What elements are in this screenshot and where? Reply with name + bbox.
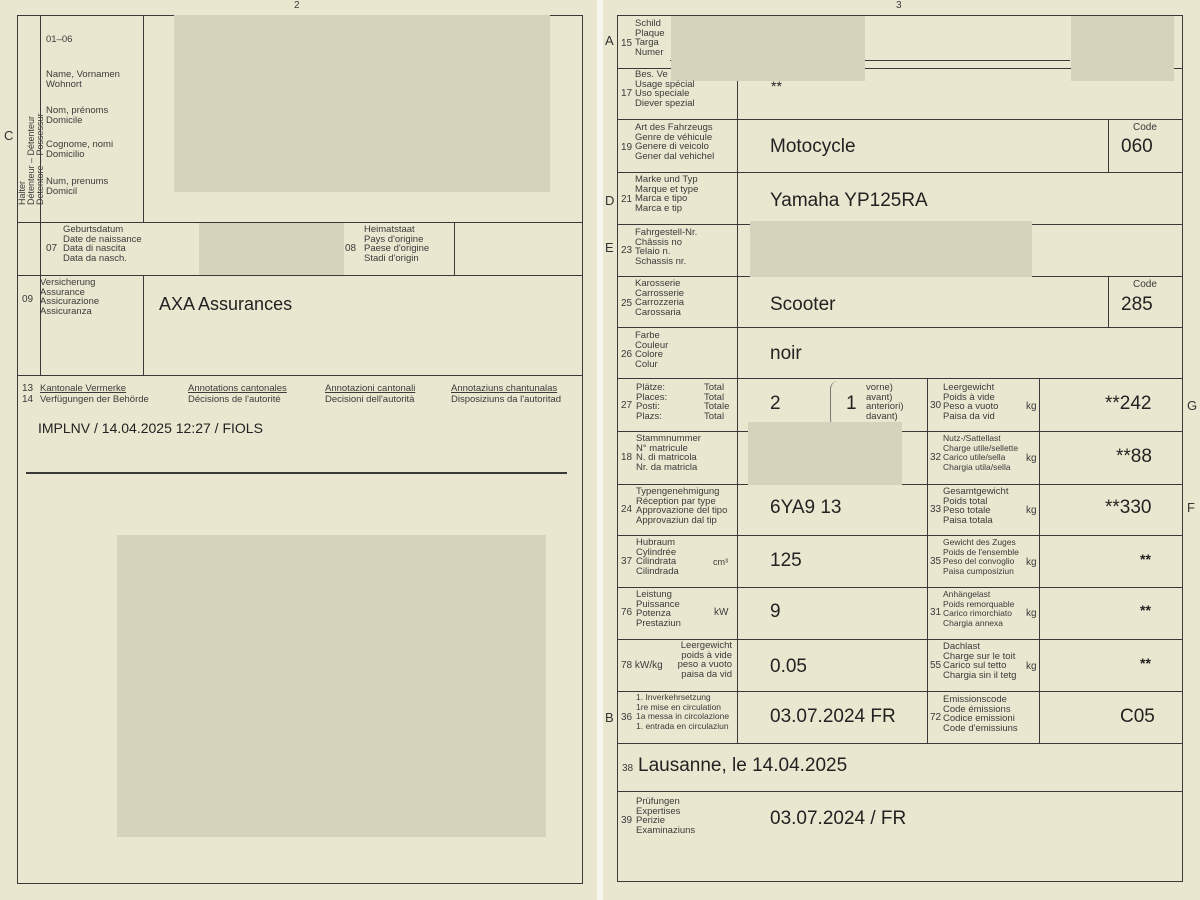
field-21-label: Marke und Typ Marque et type Marca e tipo Marca e tip <box>635 174 699 214</box>
empty-weight-value: **242 <box>1105 393 1152 414</box>
field-35-unit: kg <box>1026 557 1037 568</box>
vehicle-type-value: Motocycle <box>770 136 856 157</box>
field-18-label: Stammnummer N° matricule N. di matricola Nr. da matricla <box>636 433 701 473</box>
field-37-unit: cm³ <box>713 557 728 567</box>
name-redaction <box>174 15 550 192</box>
seats-total-value: 2 <box>770 393 781 414</box>
roof-load-value: ** <box>1140 655 1151 671</box>
field-31-label: Anhängelast Poids remorquable Carico rimorchiato Chargia annexa <box>943 589 1015 628</box>
field-30-unit: kg <box>1026 401 1037 412</box>
field-78-number: 78 kW/kg <box>621 660 663 671</box>
field-76-label: Leistung Puissance Potenza Prestaziun <box>636 589 681 629</box>
plate-extra-redaction <box>1071 16 1174 81</box>
name-label-de: Name, Vornamen Wohnort <box>46 69 120 90</box>
make-model-value: Yamaha YP125RA <box>770 190 928 211</box>
annotations-fr-1: Annotations cantonales <box>188 383 287 394</box>
field-27-label: Plätze: Places: Posti: Plazs: <box>636 382 668 422</box>
name-label-fr: Nom, prénoms Domicile <box>46 105 109 126</box>
field-30-label: Leergewicht Poids à vide Peso a vuoto Paisa da vid <box>943 382 999 422</box>
field-13-number: 13 <box>22 383 34 394</box>
seats-front-brace <box>830 381 839 427</box>
body-type-code: 285 <box>1121 294 1153 315</box>
right-page-mark: 3 <box>896 0 902 11</box>
side-letter-e: E <box>605 240 614 255</box>
holder-vertical-label: Halter Détenteur – Détenteur Detentore – Possessur <box>17 113 45 205</box>
left-page-mark: 2 <box>294 0 300 11</box>
field-33-label: Gesamtgewicht Poids total Peso totale Paisa totala <box>943 486 1009 526</box>
body-type-value: Scooter <box>770 294 836 315</box>
field-31-number: 31 <box>930 607 942 618</box>
annotation-value: IMPLNV / 14.04.2025 12:27 / FIOLS <box>38 420 263 436</box>
side-letter-g: G <box>1187 398 1198 413</box>
field-23-number: 23 <box>621 245 633 256</box>
insurance-value: AXA Assurances <box>159 294 293 314</box>
field-08-label: Heimatstaat Pays d'origine Paese d'origine Stadi d'origin <box>364 224 430 264</box>
field-76-number: 76 <box>621 607 633 618</box>
total-weight-value: **330 <box>1105 497 1152 518</box>
field-18-number: 18 <box>621 452 633 463</box>
annotation-redaction <box>117 535 546 837</box>
field-32-label: Nutz-/Sattellast Charge utile/sellette Carico utile/sella Chargia utila/sella <box>943 433 1019 472</box>
annotations-fr-2: Décisions de l'autorité <box>188 394 281 405</box>
field-39-number: 39 <box>621 815 633 826</box>
field-32-unit: kg <box>1026 453 1037 464</box>
side-letter-f: F <box>1187 500 1195 515</box>
field-72-label: Emissionscode Code émissions Codice emissioni Code d'emissiuns <box>943 694 1018 734</box>
field-25-label: Karosserie Carrosserie Carrozzeria Carossaria <box>635 278 685 318</box>
displacement-value: 125 <box>770 550 802 571</box>
field-33-unit: kg <box>1026 505 1037 516</box>
birthdate-redaction <box>199 223 344 275</box>
field-72-number: 72 <box>930 712 942 723</box>
field-35-label: Gewicht des Zuges Poids de l'ensemble Peso del convoglio Paisa cumposiziun <box>943 537 1019 576</box>
field-35-number: 35 <box>930 556 942 567</box>
name-label-rm: Num, prenums Domicil <box>46 176 109 197</box>
train-weight-value: ** <box>1140 551 1151 567</box>
inspection-value: 03.07.2024 / FR <box>770 808 907 829</box>
field-15-label: Schild Plaque Targa Numer <box>635 18 665 58</box>
field-07-number: 07 <box>46 243 58 254</box>
field-19-number: 19 <box>621 142 633 153</box>
vehicle-type-code: 060 <box>1121 136 1153 157</box>
field-32-number: 32 <box>930 452 942 463</box>
field-21-number: 21 <box>621 194 633 205</box>
annotations-rm-1: Annotaziuns chantunalas <box>451 383 558 394</box>
first-registration-value: 03.07.2024 FR <box>770 706 896 727</box>
field-27-total-label: Total Total Totale Total <box>704 382 730 422</box>
field-27-number: 27 <box>621 400 633 411</box>
power-value: 9 <box>770 601 781 622</box>
matricule-redaction <box>748 422 902 485</box>
plate-redaction <box>671 16 865 81</box>
field-55-label: Dachlast Charge sur le toit Carico sul tetto Chargia sin il tetg <box>943 641 1017 681</box>
issue-place-date-value: Lausanne, le 14.04.2025 <box>638 755 848 776</box>
field-25-number: 25 <box>621 298 633 309</box>
field-30-number: 30 <box>930 400 942 411</box>
field-38-number: 38 <box>622 763 634 774</box>
annotations-de-2: Verfügungen der Behörde <box>40 394 149 405</box>
field-17-label: Bes. Ve Usage spécial Uso speciale Diever spezial <box>635 69 695 109</box>
field-78-label: Leergewicht poids à vide peso a vuoto paisa da vid <box>677 640 732 680</box>
field-17-number: 17 <box>621 88 633 99</box>
field-09-label: Versicherung Assurance Assicurazione Assicuranza <box>40 277 100 317</box>
field-33-number: 33 <box>930 504 942 515</box>
seats-front-value: 1 <box>846 393 857 414</box>
color-value: noir <box>770 343 802 364</box>
field-15-number: 15 <box>621 38 633 49</box>
field-24-label: Typengenehmigung Réception par type Approvazione del tipo Approvaziun dal tip <box>636 486 728 526</box>
field-23-label: Fahrgestell-Nr. Châssis no Telaio n. Schassis nr. <box>635 227 698 267</box>
field-14-number: 14 <box>22 394 34 405</box>
field-31-unit: kg <box>1026 608 1037 619</box>
emission-code-value: C05 <box>1120 706 1155 727</box>
body-type-code-label: Code <box>1133 279 1157 290</box>
field-36-number: 36 <box>621 712 633 723</box>
side-letter-d: D <box>605 193 615 208</box>
field-37-label: Hubraum Cylindrée Cilindrata Cilindrada <box>636 537 679 577</box>
annotations-rm-2: Disposiziuns da l'autoritad <box>451 394 562 405</box>
field-39-label: Prüfungen Expertises Perizie Examinaziuns <box>636 796 696 836</box>
name-label-it: Cognome, nomi Domicilio <box>46 139 114 160</box>
field-19-label: Art des Fahrzeugs Genre de véhicule Genere di veicolo Gener dal vehichel <box>635 122 715 162</box>
field-55-unit: kg <box>1026 661 1037 672</box>
annotations-de-1: Kantonale Vermerke <box>40 383 127 394</box>
side-letter-a: A <box>605 33 614 48</box>
chassis-redaction <box>750 221 1032 277</box>
field-36-label: 1. Inverkehrsetzung 1re mise en circulation 1a messa in circolazione 1. entrada en circulaziun <box>636 692 730 731</box>
annotations-it-1: Annotazioni cantonali <box>325 383 416 394</box>
field-76-unit: kW <box>714 607 729 618</box>
field-55-number: 55 <box>930 660 942 671</box>
field-26-label: Farbe Couleur Colore Colur <box>635 330 669 370</box>
side-letter-c: C <box>4 128 14 143</box>
field-07-label: Geburtsdatum Date de naissance Data di nascita Data da nasch. <box>63 224 142 264</box>
side-letter-b: B <box>605 710 614 725</box>
field-24-number: 24 <box>621 504 633 515</box>
annotations-it-2: Decisioni dell'autorità <box>325 394 415 405</box>
vehicle-type-code-label: Code <box>1133 122 1157 133</box>
field-09-number: 09 <box>22 294 34 305</box>
field-08-number: 08 <box>345 243 357 254</box>
type-approval-value: 6YA9 13 <box>770 497 842 518</box>
field-26-number: 26 <box>621 349 633 360</box>
field-01-06-label: 01–06 <box>46 34 73 45</box>
seats-front-label: vorne) avant) anteriori) davant) <box>866 382 904 422</box>
payload-value: **88 <box>1116 446 1152 467</box>
trailer-load-value: ** <box>1140 602 1151 618</box>
special-use-value: ** <box>771 78 782 94</box>
power-weight-ratio-value: 0.05 <box>770 656 807 677</box>
field-37-number: 37 <box>621 556 633 567</box>
